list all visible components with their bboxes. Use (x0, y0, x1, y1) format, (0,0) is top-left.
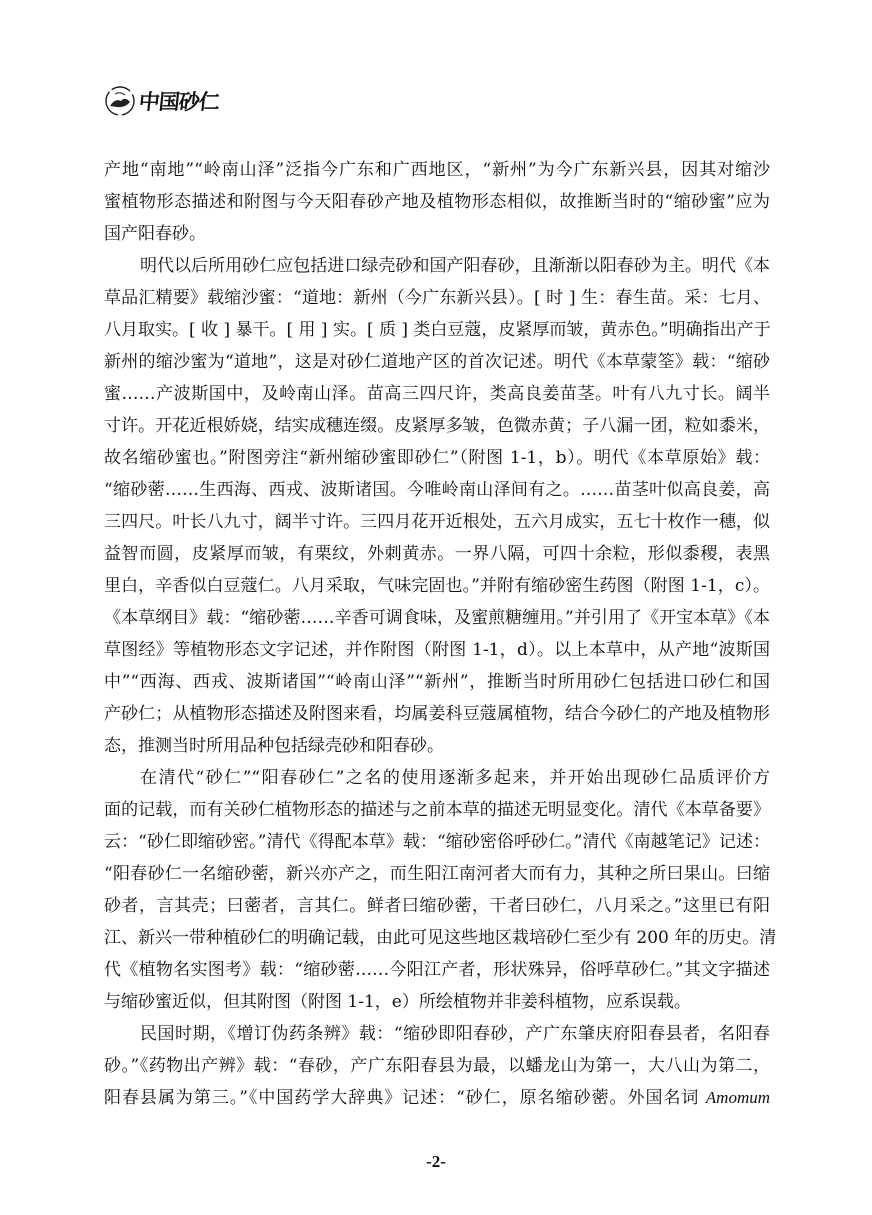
line-text: 《本草纲目》载：“缩砂蔤……辛香可调食味，及蜜煎糖缠用。”并引用了《开宝本草》《本 (104, 608, 770, 628)
line-text: 面的记载，而有关砂仁植物形态的描述与之前本草的描述无明显变化。清代《本草备要》 (104, 800, 770, 820)
line-text: 里白，辛香似白豆蔻仁。八月采取，气味完固也。”并附有缩砂密生药图（附图 1-1，c）。 (104, 576, 770, 596)
text-line (104, 250, 770, 282)
text-line (104, 634, 770, 666)
line-text: 民国时期，《增订伪药条辨》载：“缩砂即阳春砂，产广东肇庆府阳春县者，名阳春 (140, 1024, 770, 1044)
text-line (104, 730, 770, 762)
line-text: 阳春县属为第三。”《中国药学大辞典》记述：“砂仁，原名缩砂蔤。外国名词 (104, 1088, 700, 1108)
text-line (104, 1050, 770, 1082)
line-text: 代《植物名实图考》载：“缩砂蔤……今阳江产者，形状殊异，俗呼草砂仁。”其文字描述 (104, 960, 770, 980)
line-text: 江、新兴一带种植砂仁的明确记载，由此可见这些地区栽培砂仁至少有 200 年的历史。清 (104, 928, 777, 948)
text-line (104, 186, 770, 218)
text-line (104, 282, 770, 314)
body-text (104, 154, 777, 1114)
logo-emblem-icon (103, 84, 137, 118)
text-line (104, 762, 770, 794)
line-text: 砂。”《药物出产辨》载：“春砂，产广东阳春县为最，以蟠龙山为第一，大八山为第二， (104, 1056, 770, 1076)
line-text: 中”“西海、西戎、波斯诸国”“岭南山泽”“新州”，推断当时所用砂仁包括进口砂仁和国 (104, 672, 770, 692)
text-line (104, 954, 770, 986)
line-text: 八月取实。[ 收 ] 暴干。[ 用 ] 实。[ 质 ] 类白豆蔻，皮紧厚而皱，黄赤色。”明确指出产于 (104, 320, 771, 340)
line-text: 国产阳春砂。 (104, 224, 206, 244)
line-text: 产砂仁；从植物形态描述及附图来看，均属姜科豆蔻属植物，结合今砂仁的产地及植物形 (104, 704, 770, 724)
line-text: 蜜……产波斯国中，及岭南山泽。苗高三四尺许，类高良姜苗茎。叶有八九寸长。阔半 (104, 384, 770, 404)
text-line (104, 538, 770, 570)
line-text: 益智而圆，皮紧厚而皱，有栗纹，外刺黄赤。一界八隔，可四十余粒，形似黍稷，表黑 (104, 544, 770, 564)
text-line (104, 346, 770, 378)
text-line (104, 986, 770, 1018)
text-line (104, 314, 770, 346)
text-line (104, 602, 770, 634)
book-logo (103, 84, 219, 118)
paragraph (104, 250, 770, 762)
line-text: 产地“南地”“岭南山泽”泛指今广东和广西地区，“新州”为今广东新兴县，因其对缩沙 (104, 160, 770, 180)
line-text: 草品汇精要》载缩沙蜜：“道地：新州（今广东新兴县）。[ 时 ] 生：春生苗。采：七月、 (104, 288, 770, 308)
text-line (104, 1018, 770, 1050)
line-text: “阳春砂仁一名缩砂蔤，新兴亦产之，而生阳江南河者大而有力，其种之所曰果山。曰缩 (104, 864, 770, 884)
text-line (104, 218, 770, 250)
text-line (104, 442, 770, 474)
page-number: -2- (426, 1152, 446, 1171)
line-text: 草图经》等植物形态文字记述，并作附图（附图 1-1，d）。以上本草中，从产地“波斯国 (104, 640, 770, 660)
text-line (104, 666, 770, 698)
line-text: 与缩砂蜜近似，但其附图（附图 1-1，e）所绘植物并非姜科植物，应系误载。 (104, 992, 691, 1012)
text-line (104, 378, 770, 410)
line-text: 在清代“砂仁”“阳春砂仁”之名的使用逐渐多起来，并开始出现砂仁品质评价方 (140, 768, 770, 788)
text-line (104, 922, 777, 954)
text-line (104, 1082, 770, 1114)
text-line (104, 154, 770, 186)
text-line (104, 506, 770, 538)
line-text: 态，推测当时所用品种包括绿壳砂和阳春砂。 (104, 736, 444, 756)
text-line (104, 890, 770, 922)
logo-text: 中国砂仁 (137, 89, 221, 114)
text-line (104, 858, 770, 890)
text-line (104, 474, 770, 506)
line-text: 明代以后所用砂仁应包括进口绿壳砂和国产阳春砂，且渐渐以阳春砂为主。明代《本 (140, 256, 770, 276)
line-text: 云：“砂仁即缩砂密。”清代《得配本草》载：“缩砂密俗呼砂仁。”清代《南越笔记》记述： (104, 832, 770, 852)
latin-genus-name: Amomum (705, 1088, 771, 1107)
text-line (104, 698, 770, 730)
text-line (104, 570, 770, 602)
paragraph (104, 154, 770, 250)
line-text: 砂者，言其壳；曰蔤者，言其仁。鲜者曰缩砂蔤，干者曰砂仁，八月采之。”这里已有阳 (104, 896, 770, 916)
text-line (104, 794, 770, 826)
line-text: 蜜植物形态描述和附图与今天阳春砂产地及植物形态相似，故推断当时的“缩砂蜜”应为 (104, 192, 770, 212)
line-text: 寸许。开花近根娇娆，结实成穗连缀。皮紧厚多皱，色微赤黄；子八漏一团，粒如黍米， (104, 416, 770, 436)
line-text: 三四尺。叶长八九寸，阔半寸许。三四月花开近根处，五六月成实，五七十枚作一穗，似 (104, 512, 770, 532)
text-line (104, 410, 770, 442)
line-text: “缩砂蔤……生西海、西戎、波斯诸国。今唯岭南山泽间有之。……苗茎叶似高良姜，高 (104, 480, 770, 500)
line-text: 新州的缩沙蜜为“道地”，这是对砂仁道地产区的首次记述。明代《本草蒙筌》载：“缩砂 (104, 352, 770, 372)
line-text: 故名缩砂蜜也。”附图旁注“新州缩砂蜜即砂仁”（附图 1-1，b）。明代《本草原始》载： (104, 448, 770, 468)
paragraph (104, 1018, 770, 1114)
paragraph (104, 762, 777, 1018)
text-line (104, 826, 770, 858)
